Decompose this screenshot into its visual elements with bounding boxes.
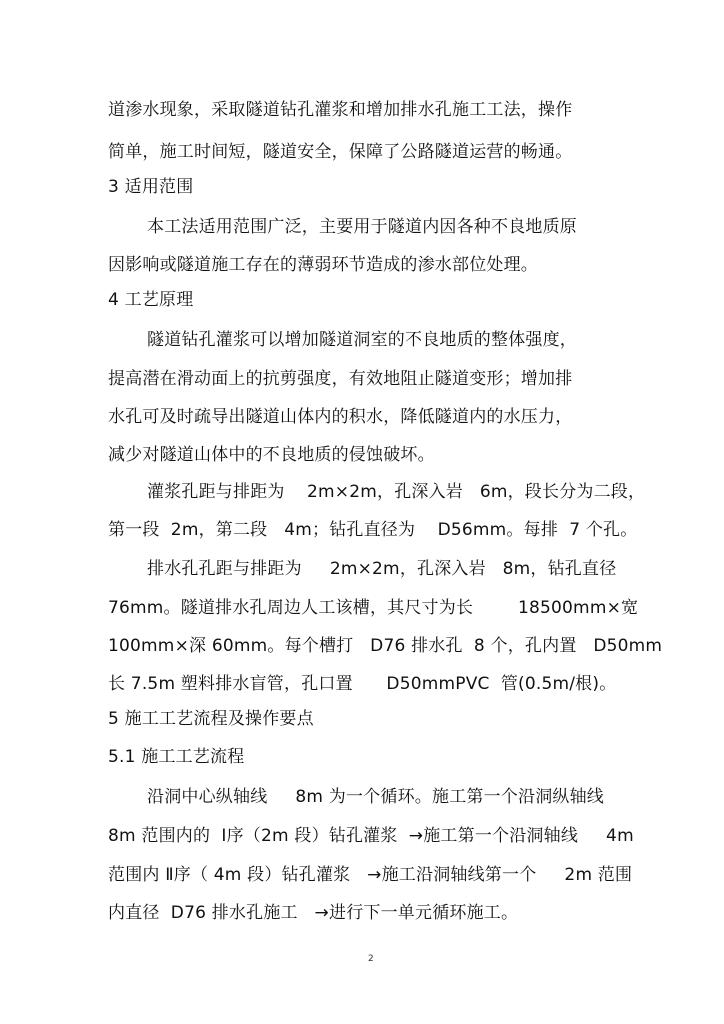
text-line: 提高潜在滑动面上的抗剪强度，有效地阻止隧道变形；增加排 xyxy=(108,369,573,389)
text-line: 沿洞中心纵轴线 8m 为一个循环。施工第一个沿洞纵轴线 xyxy=(147,787,604,807)
text-line: 水孔可及时疏导出隧道山体内的积水，降低隧道内的水压力， xyxy=(108,407,573,427)
text-line: 长 7.5m 塑料排水盲管，孔口置 D50mmPVC 管(0.5m/根)。 xyxy=(108,674,617,694)
text-line: 简单，施工时间短，隧道安全，保障了公路隧道运营的畅通。 xyxy=(108,142,573,162)
text-line: 76mm。隧道排水孔周边人工该槽，其尺寸为长 18500mm×宽 xyxy=(108,598,639,618)
text-line: 排水孔孔距与排距为 2m×2m，孔深入岩 8m，钻孔直径 xyxy=(147,559,617,579)
text-line: 范围内 Ⅱ序（ 4m 段）钻孔灌浆 →施工沿洞轴线第一个 2m 范围 xyxy=(108,865,633,885)
text-line: 减少对隧道山体中的不良地质的侵蚀破坏。 xyxy=(108,445,435,465)
page-number: 2 xyxy=(368,954,374,964)
text-line: 道渗水现象，采取隧道钻孔灌浆和增加排水孔施工工法，操作 xyxy=(108,100,573,120)
text-line: 因影响或隧道施工存在的薄弱环节造成的渗水部位处理。 xyxy=(108,255,538,275)
text-line: 第一段 2m，第二段 4m；钻孔直径为 D56mm。每排 7 个孔。 xyxy=(108,520,638,540)
text-line: 隧道钻孔灌浆可以增加隧道洞室的不良地质的整体强度， xyxy=(147,330,577,350)
text-line: 本工法适用范围广泛，主要用于隧道内因各种不良地质原 xyxy=(147,217,577,237)
text-line: 内直径 D76 排水孔施工 →进行下一单元循环施工。 xyxy=(108,903,519,923)
text-line: 8m 范围内的 Ⅰ序（2m 段）钻孔灌浆 →施工第一个沿洞轴线 4m xyxy=(108,826,634,846)
section-heading: 4 工艺原理 xyxy=(108,290,194,310)
section-heading: 5 施工工艺流程及操作要点 xyxy=(108,709,314,729)
text-line: 灌浆孔距与排距为 2m×2m，孔深入岩 6m，段长分为二段， xyxy=(147,482,646,502)
text-line: 100mm×深 60mm。每个槽打 D76 排水孔 8 个，孔内置 D50mm xyxy=(108,636,663,656)
subsection-heading: 5.1 施工工艺流程 xyxy=(108,747,245,767)
section-heading: 3 适用范围 xyxy=(108,177,194,197)
